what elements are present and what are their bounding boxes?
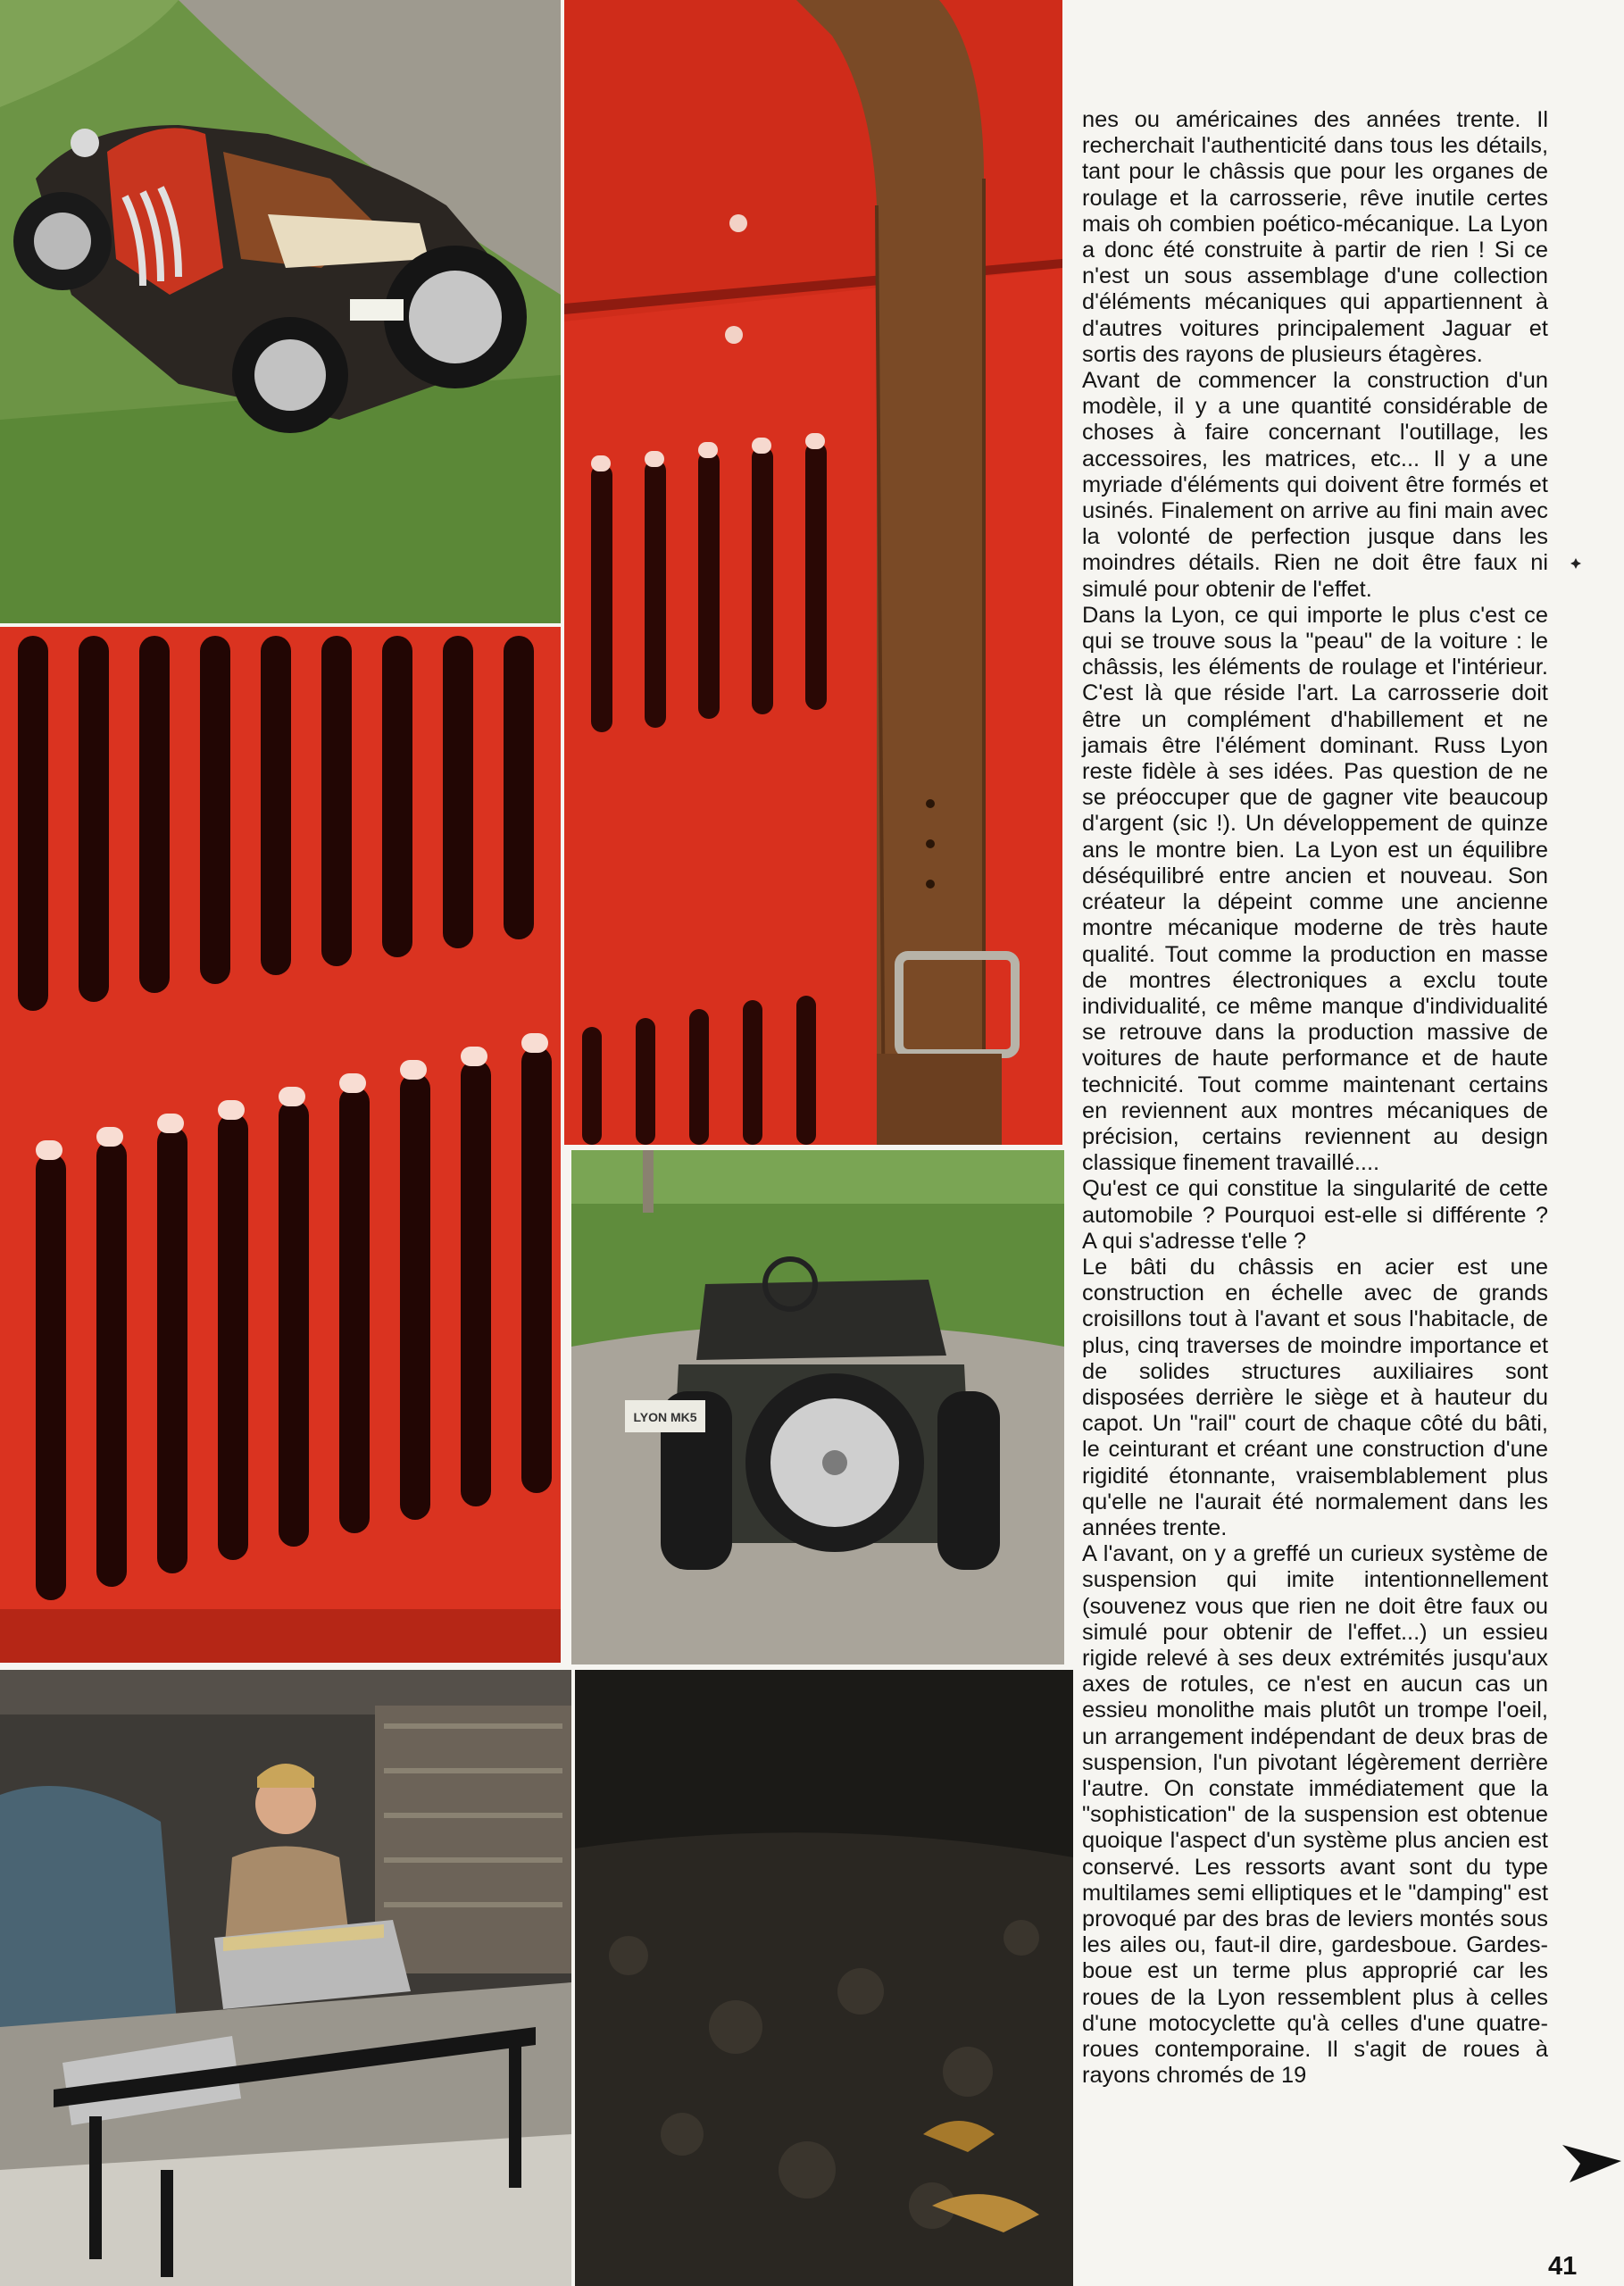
article-paragraph: Avant de commencer la construction d'un modèle, il y a une quantité considérable de choses à faire concernant l'outillage, les accessoires, les matrices, etc... Il y a une myriade d'éléments qui doivent être formés et usinés. Finalement on arrive au fini main avec la volonté de perfection jusque dans les moindres détails. Rien ne doit être faux ni simulé pour obtenir de l'effet. [1082, 368, 1548, 602]
article-paragraph: Le bâti du châssis en acier est une construction en échelle avec de grands croisillons tout à l'avant et sous l'habitacle, de plus, cinq traverses de moindre importance et de solides structures auxiliaires sont disposées derrière le siège et à hauteur du capot. Un "rail" court de chaque côté du bâti, le ceinturant et créant une construction d'une rigidité étonnante, vraisemblablement plus qu'elle ne l'aurait été normalement dans les années trente. [1082, 1254, 1548, 1540]
article-paragraph: Dans la Lyon, ce qui importe le plus c'est ce qui se trouve sous la "peau" de la voiture : le châssis, les éléments de roulage et l'intérieur. C'est là que réside l'art. La carrosserie doit être un complément d'habillement et ne jamais être l'élément dominant. Russ Lyon reste fidèle à ses idées. Pas question de ne se préoccuper que de gagner vite beaucoup d'argent (sic !). Un développement de quinze ans le montre bien. La Lyon est un équilibre déséquilibré entre ancien et nouveau. Son créateur la dépeint comme une ancienne montre mécanique moderne de très haute qualité. Tout comme la production en masse de montres électroniques a exclu toute individualité, ce même manque d'individualité se retrouve dans la production massive de voitures de haute performance et de haute technicité. Tout comme maintenant certains en reviennent aux montres mécaniques de précision, certains reviennent au design classique finement travaillé.... [1082, 602, 1548, 1176]
article-paragraph: A l'avant, on y a greffé un curieux système de suspension qui imite intentionnellement (souvenez vous que rien ne doit être faux ou simulé pour obtenir de l'effet...) un essieu rigide relevé à ses deux extrémités jusqu'aux axes de rotules, ce n'est en aucun cas un essieu monolithe mais plutôt un trompe l'oeil, un arrangement indépendant de deux bras de suspension, l'un pivotant légèrement derrière l'autre. On constate immédiatement que la "sophistication" de la suspension est obtenue quoique l'aspect d'un système plus ancien est conservé. Les ressorts avant sont du type multilames semi elliptiques et le "damping" est provoqué par des bras de leviers montés sous les ailes ou, faut-il dire, gardesboue. Gardes-boue est un terme plus approprié car les roues de la Lyon ressemblent plus à celles d'une motocyclette qu'à celles d'une quatre-roues contemporaine. Il s'agit de roues à rayons chromés de 19 [1082, 1541, 1548, 2089]
photo-workshop-engine [0, 1670, 571, 2286]
page-number: 41 [1548, 2252, 1578, 2281]
continue-arrow-icon [1562, 2145, 1621, 2182]
photo-car-rear [571, 1150, 1064, 1664]
rear-plate-text: LYON MK5 [633, 1410, 697, 1424]
article-paragraph: nes ou américaines des années trente. Il recherchait l'authenticité dans tous les détails, tant pour le châssis que pour les organes de roulage et la carrosserie, rêve inutile certes mais oh combien poético-mécanique. La Lyon a donc été construite à partir de rien ! Si ce n'est un sous assemblage d'une collection d'éléments mécaniques qui appartiennent à d'autres voitures principalement Jaguar et sortis des rayons de plusieurs étagères. [1082, 107, 1548, 367]
photo-hood-strap [564, 0, 1062, 1145]
article-paragraph: Qu'est ce qui constitue la singularité de cette automobile ? Pourquoi est-elle si différente ? A qui s'adresse t'elle ? [1082, 1176, 1548, 1254]
photo-dark-gravel [575, 1670, 1073, 2286]
photo-car-overhead [0, 0, 561, 623]
margin-mark-icon [1570, 557, 1582, 570]
article-body [1082, 107, 1548, 2089]
photo-louvres-closeup [0, 627, 561, 1663]
